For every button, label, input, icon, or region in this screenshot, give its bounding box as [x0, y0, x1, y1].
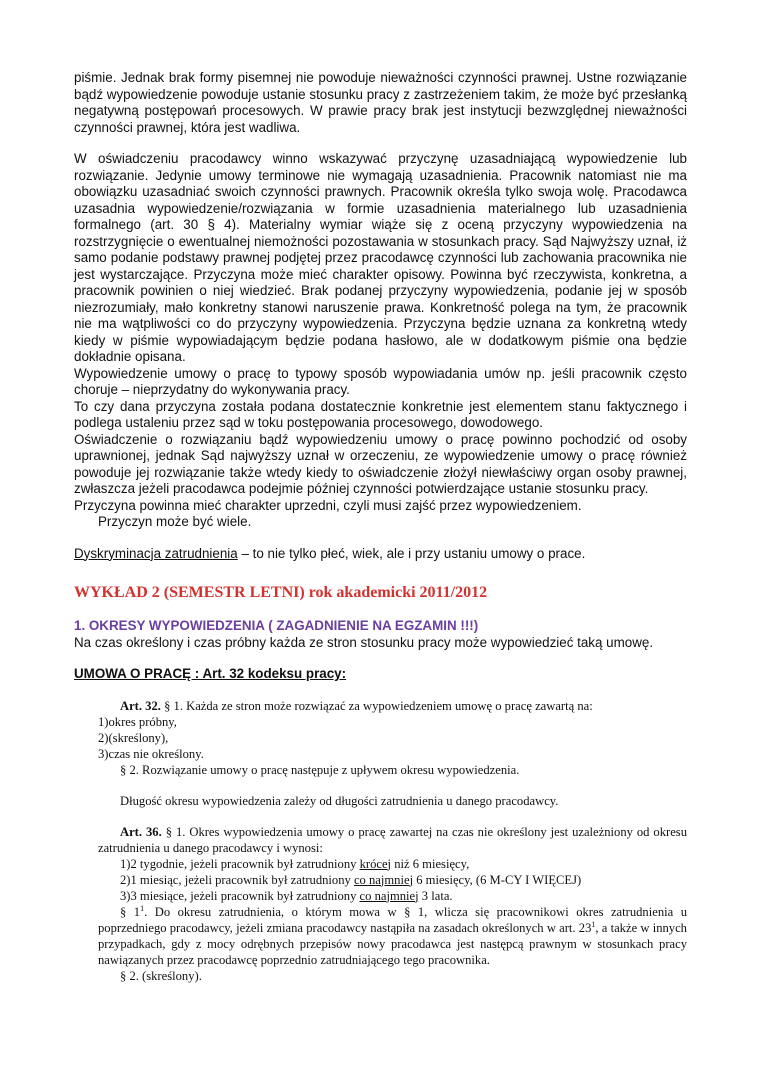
paragraph: W oświadczeniu pracodawcy winno wskazywać przyczynę uzasadniającą wypowiedzenie lub rozwiązanie. Jedynie umowy terminowe nie wymagają uzasadnienia. Pracownik natomiast nie ma obowiązku uzasadniać swoich czynności prawnych. Pracownik określa tylko swoja wolę. Pracodawca uzasadnia wypowiedzenie/rozwiązania w formie uzasadnienia materialnego lub uzasadnienia formalnego (art. 30 § 4). Materialny wymiar wiąże się z oceną przyczyny wypowiedzenia na rozstrzygnięcie o ewentualnej niemożności pozostawania w stosunkach pracy. Sąd Najwyższy uznał, iż samo podanie podstawy prawnej podjętej przez pracodawcę czynności lub zachowania pracownika nie jest wystarczające. Przyczyna może mieć charakter opisowy. Powinna być rzeczywista, konkretna, a pracownik powinien o niej wiedzieć. Brak podanej przyczyny wypowiedzenia, podanie jej w sposób niezrozumiały, mało konkretny stanowi naruszenie prawa. Konkretność polega na tym, że pracownik nie ma wątpliwości co do przyczyny wypowiedzenia. Przyczyna będzie uznana za konkretną wtedy kiedy w piśmie wypowiadającym będzie podana hasłowo, ale w dodatkowym piśmie ona będzie dokładnie opisana.: [74, 151, 687, 364]
paragraph: Przyczyna powinna mieć charakter uprzedni, czyli musi zajść przez wypowiedzeniem.: [74, 497, 582, 513]
paragraph: piśmie. Jednak brak formy pisemnej nie powoduje nieważności czynności prawnej. Ustne rozwiązanie bądź wypowiedzenie powoduje ustanie stosunku pracy z zastrzeżeniem takim, że może być przesłanką negatywną postępowań procesowych. W prawie pracy brak jest instytucji bezwzględnej nieważności czynności prawnej, która jest wadliwa.: [74, 70, 687, 135]
art36-item: 1)2 tygodnie, jeżeli pracownik był zatrudniony krócej niż 6 miesięcy,: [120, 856, 470, 871]
document-page: [74, 70, 687, 984]
contract-heading: UMOWA O PRACĘ : Art. 32 kodeksu pracy:: [74, 666, 347, 681]
art32-item: 3)czas nie określony.: [98, 746, 204, 761]
art32-item: 1)okres próbny,: [98, 714, 177, 729]
discrimination-note: [74, 546, 687, 563]
section-text: Na czas określony i czas próbny każda ze stron stosunku pracy może wypowiedzieć taką umowę.: [74, 634, 654, 650]
paragraph: To czy dana przyczyna została podana dostatecznie konkretnie jest elementem stanu faktycznego i podlega ustaleniu przez sąd w toku postępowania procesowego, dowodowego.: [74, 398, 687, 430]
paragraph: Wypowiedzenie umowy o pracę to typowy sposób wypowiadania umów np. jeśli pracownik często choruje – nieprzydatny do wykonywania pracy.: [74, 365, 687, 397]
art36-line1: § 1. Okres wypowiedzenia umowy o pracę zawartej na czas nie określony jest uzależniony od okresu zatrudnienia u danego pracodawcy i wynosi:: [98, 824, 687, 855]
paragraph: Przyczyn może być wiele.: [98, 514, 252, 529]
art32-line1: § 1. Każda ze stron może rozwiązać za wypowiedzeniem umowę o pracę zawartą na:: [160, 698, 593, 713]
art32-block: [74, 698, 687, 984]
discrimination-rest: – to nie tylko płeć, wiek, ale i przy ustaniu umowy o prace.: [237, 545, 586, 561]
lecture-heading: WYKŁAD 2 (SEMESTR LETNI) rok akademicki 2011/2012: [74, 584, 488, 601]
art32-par2: § 2. Rozwiązanie umowy o pracę następuje z upływem okresu wypowiedzenia.: [120, 762, 520, 777]
art36-item: 2)1 miesiąc, jeżeli pracownik był zatrudniony co najmniej 6 miesięcy, (6 M-CY I WIĘCEJ): [120, 872, 582, 887]
art32-label: Art. 32.: [120, 698, 161, 713]
section-heading: 1. OKRESY WYPOWIEDZENIA ( ZAGADNIENIE NA EGZAMIN !!!): [74, 618, 479, 633]
art32-item: 2)(skreślony),: [98, 730, 169, 745]
art36-label: Art. 36.: [120, 824, 162, 839]
art36-par11: § $1^1$. Do okresu zatrudnienia, o którym mowa w § 1, wlicza się pracownikowi okres zatrudnienia u poprzedniego pracodawcy, jeżeli zmiana pracodawcy nastąpiła na zasadach określonych w art. $23^1$, a także w innych przypadkach, gdy z mocy odrębnych przepisów nowy pracodawca jest następcą prawnym w stosunkach pracy nawiązanych przez pracodawcę poprzednio zatrudniającego tego pracownika.: [98, 903, 687, 967]
body-text: [74, 70, 687, 562]
length-note: Długość okresu wypowiedzenia zależy od długości zatrudnienia u danego pracodawcy.: [120, 793, 559, 808]
paragraph: Oświadczenie o rozwiązaniu bądź wypowiedzeniu umowy o pracę powinno pochodzić od osoby uprawnionej, jednak Sąd najwyższy uznał w orzeczeniu, ze wypowiedzenie umowy o pracę również powoduje jej rozwiązanie także wtedy kiedy to oświadczenie złożył niewłaściwy organ osoby prawnej, zwłaszcza jeżeli pracodawca podejmie później czynności potwierdzające ustanie stosunku pracy.: [74, 431, 687, 496]
art36-item: 3)3 miesiące, jeżeli pracownik był zatrudniony co najmniej 3 lata.: [120, 888, 453, 903]
art36-par2: § 2. (skreślony).: [120, 968, 202, 983]
discrimination-term: Dyskryminacja zatrudnienia: [74, 545, 238, 561]
